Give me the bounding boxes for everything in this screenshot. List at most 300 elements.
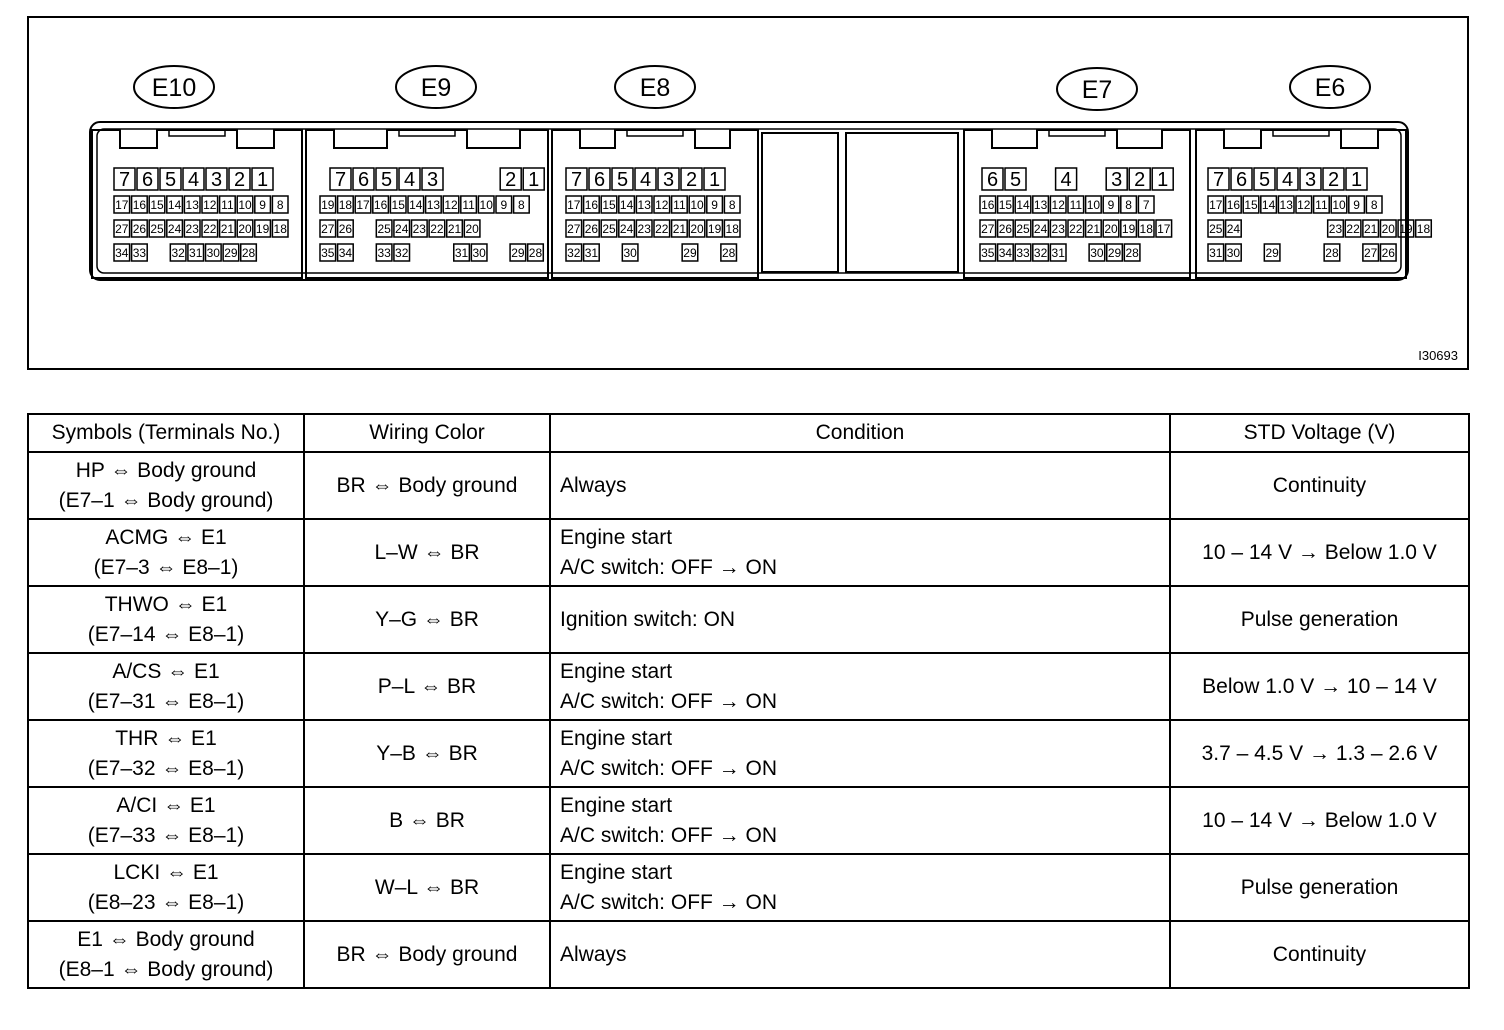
terminal — [1324, 244, 1340, 261]
table-row — [28, 787, 1469, 854]
symbol-cell-text: THWO ⇔ E1 — [104, 592, 228, 616]
terminal — [237, 220, 253, 237]
terminal-number: 10 — [238, 198, 252, 212]
terminal — [1033, 244, 1049, 261]
terminal — [223, 244, 239, 261]
terminal-number: 19 — [321, 198, 335, 212]
terminal — [1033, 220, 1049, 237]
wiring-color-cell — [304, 720, 550, 787]
terminal — [689, 196, 705, 213]
terminal-number: 20 — [465, 222, 479, 236]
std-voltage-cell — [1170, 519, 1469, 586]
terminal-number: 5 — [380, 169, 393, 191]
terminal — [721, 244, 737, 261]
terminal — [1156, 220, 1172, 237]
symbol-cell-text: (E8–1 ⇔ Body ground) — [58, 957, 274, 981]
terminal — [184, 220, 200, 237]
wiring-color-cell-text: Y–G ⇔ BR — [375, 607, 479, 631]
terminal-number: 2 — [1134, 169, 1146, 191]
terminal-number: 10 — [479, 198, 493, 212]
wiring-color-cell — [304, 787, 550, 854]
terminal-number: 7 — [118, 169, 131, 191]
terminal-number: 14 — [1016, 198, 1030, 212]
connector-label: E6 — [1314, 74, 1346, 102]
symbol-cell — [28, 452, 304, 519]
terminal — [1264, 244, 1280, 261]
terminal — [1015, 220, 1031, 237]
terminal-number: 32 — [567, 246, 581, 260]
terminal-number: 4 — [187, 169, 200, 191]
std-voltage-cell-text: Pulse generation — [1240, 875, 1399, 899]
symbol-cell-text: (E7–3 ⇔ E8–1) — [93, 555, 239, 579]
terminal-number: 26 — [132, 222, 147, 236]
terminal — [114, 244, 130, 261]
terminal-number: 26 — [584, 222, 599, 236]
terminal-number: 5 — [164, 169, 177, 191]
terminal-number: 30 — [1226, 246, 1241, 260]
terminal-number: 33 — [377, 246, 391, 260]
std-voltage-cell — [1170, 787, 1469, 854]
terminal-number: 4 — [1060, 169, 1072, 191]
terminal — [1152, 168, 1173, 191]
terminal — [132, 196, 148, 213]
terminal — [320, 244, 336, 261]
terminal — [338, 244, 354, 261]
condition-cell-text: Engine start — [560, 793, 673, 817]
terminal — [1345, 220, 1361, 237]
symbol-cell-text: E1 ⇔ Body ground — [77, 927, 255, 951]
terminal — [220, 220, 236, 237]
std-voltage-cell-text: Continuity — [1272, 473, 1367, 497]
wiring-color-cell — [304, 452, 550, 519]
terminal-number: 19 — [255, 222, 270, 236]
terminal — [612, 168, 633, 191]
terminal — [998, 244, 1014, 261]
terminal-number: 24 — [1033, 222, 1048, 236]
terminal-number: 26 — [1381, 246, 1395, 260]
terminal — [188, 244, 204, 261]
terminal-number: 3 — [662, 169, 675, 191]
terminal — [355, 196, 371, 213]
terminal — [471, 244, 487, 261]
terminal — [220, 196, 236, 213]
terminal — [376, 168, 397, 191]
terminal — [399, 168, 420, 191]
terminal-number: 34 — [338, 246, 353, 260]
terminal-number: 23 — [637, 222, 651, 236]
blank-section-2 — [846, 133, 958, 272]
terminal — [496, 196, 512, 213]
terminal — [229, 168, 250, 191]
terminal — [1300, 168, 1321, 191]
symbol-cell — [28, 653, 304, 720]
table-row — [28, 519, 1469, 586]
table-row — [28, 452, 1469, 519]
condition-cell — [550, 720, 1170, 787]
terminal-number: 16 — [373, 198, 388, 212]
terminal — [1226, 244, 1242, 261]
terminal — [1208, 244, 1224, 261]
terminal-number: 27 — [115, 222, 129, 236]
terminal — [566, 220, 582, 237]
terminal — [461, 196, 477, 213]
terminal — [338, 220, 354, 237]
terminal-number: 19 — [707, 222, 722, 236]
terminal-number: 10 — [1332, 198, 1346, 212]
terminal-number: 1 — [256, 169, 269, 191]
terminal — [672, 196, 688, 213]
std-voltage-cell-text: 10 – 14 V → Below 1.0 V — [1202, 540, 1437, 564]
terminal-number: 2 — [685, 169, 698, 191]
terminal — [1089, 244, 1105, 261]
terminal-number: 9 — [500, 198, 508, 212]
connector-e6 — [1196, 66, 1431, 278]
terminal-number: 7 — [570, 169, 583, 191]
header-std-voltage: STD Voltage (V) — [1170, 414, 1469, 452]
std-voltage-cell — [1170, 653, 1469, 720]
terminal-number: 28 — [528, 246, 543, 260]
terminal — [1103, 220, 1119, 237]
terminal-number: 19 — [1121, 222, 1136, 236]
symbol-cell-text: THR ⇔ E1 — [115, 726, 217, 750]
table-row — [28, 586, 1469, 653]
terminal — [1068, 220, 1084, 237]
terminal-number: 32 — [1033, 246, 1048, 260]
terminal — [338, 196, 354, 213]
terminal-number: 33 — [132, 246, 147, 260]
terminal — [980, 220, 996, 237]
terminal-number: 15 — [1244, 198, 1258, 212]
terminal — [1015, 244, 1031, 261]
condition-cell — [550, 586, 1170, 653]
symbol-cell-text: HP ⇔ Body ground — [75, 458, 257, 482]
terminal — [184, 196, 200, 213]
terminal-number: 12 — [1297, 198, 1311, 212]
terminal-number: 15 — [150, 198, 164, 212]
terminal — [1243, 196, 1259, 213]
terminal — [514, 196, 530, 213]
terminal — [1363, 244, 1379, 261]
terminal-number: 24 — [1226, 222, 1241, 236]
terminal-number: 6 — [141, 169, 154, 191]
terminal-number: 24 — [167, 222, 182, 236]
terminal-number: 9 — [1353, 198, 1360, 212]
terminal-number: 29 — [1107, 246, 1122, 260]
terminal-number: 24 — [395, 222, 409, 236]
terminal — [689, 220, 705, 237]
terminal — [170, 244, 186, 261]
terminal-number: 14 — [619, 198, 634, 212]
terminal-number: 8 — [1125, 198, 1132, 212]
terminal — [272, 220, 288, 237]
connector-e9 — [306, 66, 548, 278]
terminal — [1328, 220, 1344, 237]
terminal — [394, 244, 410, 261]
terminal-number: 5 — [1009, 169, 1022, 191]
terminal-number: 6 — [593, 169, 606, 191]
terminal — [202, 220, 218, 237]
condition-cell-text: A/C switch: OFF → ON — [560, 890, 778, 914]
terminal — [390, 196, 406, 213]
connector-e7 — [964, 68, 1190, 278]
terminal — [528, 244, 544, 261]
terminal-number: 11 — [1315, 198, 1328, 212]
terminal-spec-table — [27, 413, 1470, 989]
terminal — [1416, 220, 1432, 237]
terminal-number: 20 — [238, 222, 252, 236]
diagram-frame — [28, 17, 1468, 369]
terminal-number: 28 — [1125, 246, 1139, 260]
terminal — [1208, 196, 1224, 213]
connector-label: E10 — [151, 74, 197, 102]
terminal-number: 19 — [1399, 222, 1413, 236]
terminal — [320, 196, 336, 213]
terminal-number: 34 — [998, 246, 1013, 260]
terminal-number: 29 — [683, 246, 697, 260]
terminal — [1086, 196, 1102, 213]
terminal — [1129, 168, 1150, 191]
std-voltage-cell-text: Pulse generation — [1240, 607, 1399, 631]
terminal-number: 3 — [1111, 169, 1123, 191]
symbol-cell — [28, 720, 304, 787]
terminal-number: 25 — [602, 222, 616, 236]
terminal-number: 4 — [639, 169, 652, 191]
terminal-number: 30 — [623, 246, 637, 260]
terminal — [422, 168, 443, 191]
terminal-number: 18 — [1416, 222, 1431, 236]
terminal-number: 5 — [616, 169, 629, 191]
condition-cell-text: Always — [560, 942, 627, 966]
terminal — [682, 244, 698, 261]
terminal-number: 29 — [511, 246, 525, 260]
connector-label: E8 — [639, 74, 671, 102]
terminal — [724, 196, 740, 213]
std-voltage-cell — [1170, 452, 1469, 519]
terminal — [1314, 196, 1330, 213]
symbol-cell-text: (E7–1 ⇔ Body ground) — [58, 488, 274, 512]
terminal — [376, 220, 392, 237]
terminal-number: 26 — [338, 222, 353, 236]
table-row — [28, 720, 1469, 787]
terminal — [1254, 168, 1275, 191]
terminal-number: 34 — [115, 246, 129, 260]
terminal — [394, 220, 410, 237]
terminal-number: 14 — [409, 198, 423, 212]
terminal-number: 32 — [171, 246, 185, 260]
terminal-number: 25 — [1016, 222, 1030, 236]
terminal-number: 6 — [357, 169, 370, 191]
condition-cell-text: Engine start — [560, 860, 673, 884]
wiring-color-cell-text: L–W ⇔ BR — [374, 540, 480, 564]
terminal-number: 9 — [259, 198, 266, 212]
symbol-cell-text: A/CI ⇔ E1 — [116, 793, 216, 817]
terminal-number: 4 — [403, 169, 416, 191]
terminal — [998, 196, 1014, 213]
terminal-number: 13 — [185, 198, 199, 212]
terminal — [1050, 196, 1066, 213]
terminal — [114, 220, 130, 237]
terminal — [1346, 168, 1367, 191]
header-symbols: Symbols (Terminals No.) — [28, 414, 304, 452]
terminal-number: 17 — [356, 198, 370, 212]
symbol-cell-text: (E7–33 ⇔ E8–1) — [87, 823, 245, 847]
terminal — [1106, 168, 1127, 191]
terminal-number: 22 — [430, 222, 444, 236]
terminal — [1086, 220, 1102, 237]
terminal — [160, 168, 181, 191]
terminal — [183, 168, 204, 191]
terminal — [1296, 196, 1312, 213]
terminal-number: 29 — [224, 246, 238, 260]
terminal — [658, 168, 679, 191]
terminal-number: 3 — [1304, 169, 1317, 191]
terminal-number: 25 — [150, 222, 164, 236]
terminal-number: 21 — [447, 222, 462, 236]
terminal — [1277, 168, 1298, 191]
terminal-number: 1 — [1157, 169, 1169, 191]
terminal — [478, 196, 494, 213]
terminal-number: 8 — [276, 198, 284, 212]
wiring-color-cell-text: P–L ⇔ BR — [377, 674, 477, 698]
terminal — [566, 196, 582, 213]
terminal — [1015, 196, 1031, 213]
wiring-color-cell — [304, 854, 550, 921]
terminal-number: 11 — [462, 198, 475, 212]
terminal — [1050, 244, 1066, 261]
terminal-number: 10 — [1086, 198, 1101, 212]
terminal — [584, 196, 600, 213]
symbol-cell-text: (E7–14 ⇔ E8–1) — [87, 622, 245, 646]
wiring-color-cell — [304, 586, 550, 653]
terminal — [255, 196, 271, 213]
condition-cell-text: A/C switch: OFF → ON — [560, 689, 778, 713]
terminal — [1398, 220, 1414, 237]
terminal — [272, 196, 288, 213]
terminal-number: 3 — [426, 169, 439, 191]
wiring-color-cell-text: BR ⇔ Body ground — [336, 942, 518, 966]
terminal — [1103, 196, 1119, 213]
terminal — [237, 196, 253, 213]
condition-cell — [550, 854, 1170, 921]
terminal-number: 18 — [1139, 222, 1153, 236]
wiring-color-cell — [304, 519, 550, 586]
terminal — [707, 196, 723, 213]
terminal — [1323, 168, 1344, 191]
terminal — [619, 196, 635, 213]
std-voltage-cell-text: Continuity — [1272, 942, 1367, 966]
terminal-number: 12 — [1051, 198, 1065, 212]
terminal-number: 17 — [567, 198, 581, 212]
terminal-number: 20 — [1104, 222, 1118, 236]
terminal — [636, 220, 652, 237]
std-voltage-cell — [1170, 921, 1469, 988]
terminal-number: 18 — [725, 222, 739, 236]
std-voltage-cell-text: Below 1.0 V → 10 – 14 V — [1202, 674, 1437, 698]
terminal-number: 14 — [1261, 198, 1276, 212]
terminal-number: 13 — [1279, 198, 1293, 212]
condition-cell — [550, 519, 1170, 586]
condition-cell — [550, 787, 1170, 854]
terminal — [589, 168, 610, 191]
terminal — [1068, 196, 1084, 213]
terminal-number: 20 — [1381, 222, 1395, 236]
terminal-number: 21 — [1364, 222, 1378, 236]
terminal — [167, 196, 183, 213]
terminal-number: 30 — [1090, 246, 1104, 260]
terminal — [584, 244, 600, 261]
terminal — [654, 220, 670, 237]
terminal — [114, 168, 135, 191]
terminal-number: 27 — [981, 222, 995, 236]
terminal — [1033, 196, 1049, 213]
terminal — [707, 220, 723, 237]
header-wiring-color: Wiring Color — [304, 414, 550, 452]
symbol-cell — [28, 519, 304, 586]
terminal-number: 27 — [321, 222, 335, 236]
terminal-number: 35 — [981, 246, 995, 260]
wiring-color-cell-text: BR ⇔ Body ground — [336, 473, 518, 497]
terminal — [635, 168, 656, 191]
terminal — [1208, 168, 1229, 191]
terminal-number: 27 — [1364, 246, 1378, 260]
std-voltage-cell-text: 10 – 14 V → Below 1.0 V — [1202, 808, 1437, 832]
terminal — [1363, 220, 1379, 237]
terminal — [1124, 244, 1140, 261]
terminal-number: 8 — [728, 198, 736, 212]
header-condition: Condition — [550, 414, 1170, 452]
terminal — [454, 244, 470, 261]
terminal-number: 22 — [203, 222, 217, 236]
wiring-color-cell-text: W–L ⇔ BR — [374, 875, 480, 899]
terminal-number: 18 — [273, 222, 287, 236]
terminal — [1138, 220, 1154, 237]
wiring-color-cell-text: B ⇔ BR — [389, 808, 465, 832]
terminal — [137, 168, 158, 191]
terminal — [252, 168, 273, 191]
terminal — [601, 196, 617, 213]
terminal — [376, 244, 392, 261]
terminal — [1005, 168, 1026, 191]
terminal-number: 14 — [167, 198, 182, 212]
std-voltage-cell-text: 3.7 – 4.5 V → 1.3 – 2.6 V — [1201, 741, 1438, 765]
terminal — [429, 220, 445, 237]
terminal — [132, 244, 148, 261]
terminal — [500, 168, 521, 191]
connector-diagram — [0, 0, 1504, 380]
terminal-number: 11 — [673, 198, 686, 212]
terminal-number: 25 — [1209, 222, 1223, 236]
terminal-number: 12 — [655, 198, 669, 212]
wiring-color-cell — [304, 653, 550, 720]
terminal — [443, 196, 459, 213]
std-voltage-cell — [1170, 586, 1469, 653]
terminal — [255, 220, 271, 237]
terminal-number: 7 — [334, 169, 347, 191]
terminal-number: 17 — [1157, 222, 1171, 236]
table-header-row — [28, 414, 1469, 452]
terminal — [1349, 196, 1365, 213]
terminal — [510, 244, 526, 261]
terminal-number: 21 — [1086, 222, 1101, 236]
std-voltage-cell — [1170, 854, 1469, 921]
terminal-number: 35 — [321, 246, 335, 260]
terminal-number: 25 — [377, 222, 391, 236]
terminal — [622, 244, 638, 261]
symbol-cell-text: (E8–23 ⇔ E8–1) — [87, 890, 245, 914]
terminal-number: 21 — [220, 222, 235, 236]
blank-section-1 — [762, 133, 838, 272]
terminal-number: 32 — [395, 246, 409, 260]
